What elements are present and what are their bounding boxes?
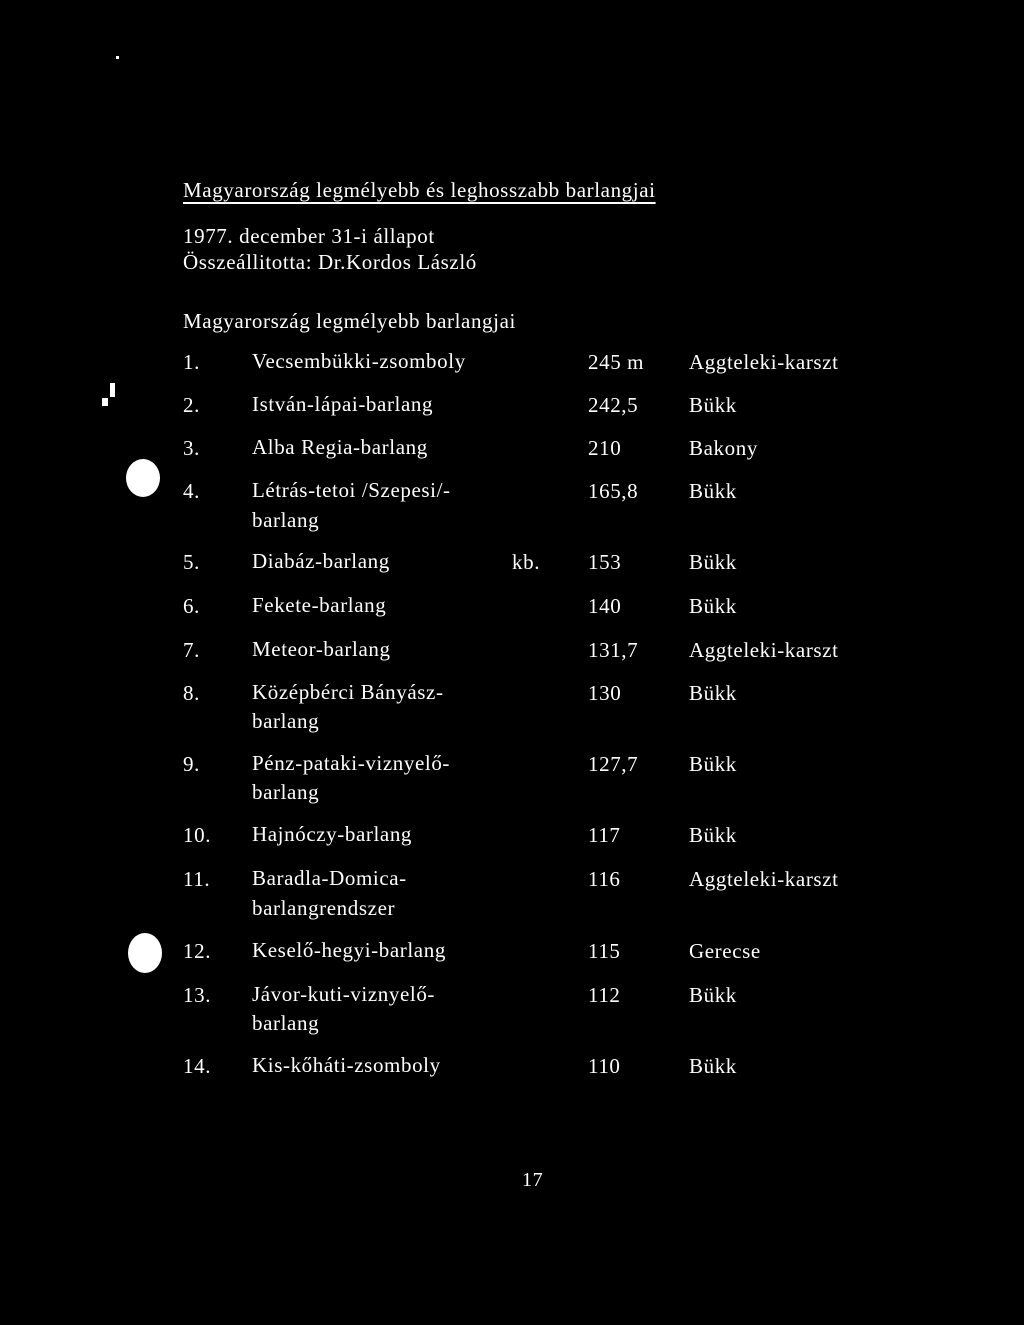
row-number: 12. (183, 939, 212, 963)
row-number: 10. (183, 823, 212, 847)
scan-speck (110, 383, 115, 397)
row-number: 7. (183, 638, 200, 662)
cave-name: Meteor-barlang (252, 637, 391, 661)
row-number: 8. (183, 681, 200, 705)
cave-name: Vecsembükki-zsomboly (252, 349, 466, 373)
cave-name-line-2: barlang (252, 709, 320, 733)
scan-speck (116, 56, 119, 59)
cave-name-line-1: Középbérci Bányász- (252, 680, 444, 704)
row-number: 1. (183, 350, 200, 374)
cave-depth: 117 (588, 823, 621, 847)
cave-depth: 110 (588, 1054, 621, 1078)
cave-region: Bükk (689, 681, 737, 705)
cave-region: Aggteleki-karszt (689, 867, 839, 891)
cave-name-line-1: Jávor-kuti-viznyelő- (252, 982, 436, 1006)
cave-depth: 245 m (588, 350, 645, 374)
cave-name-line-1: Pénz-pataki-viznyelő- (252, 751, 451, 775)
cave-region: Bükk (689, 983, 737, 1007)
cave-depth: 242,5 (588, 393, 639, 417)
cave-name-line-2: barlang (252, 780, 320, 804)
cave-depth: 112 (588, 983, 621, 1007)
cave-region: Bükk (689, 393, 737, 417)
punch-hole-mark (126, 459, 160, 497)
cave-region: Bükk (689, 752, 737, 776)
cave-name: Alba Regia-barlang (252, 435, 428, 459)
cave-depth: 165,8 (588, 479, 639, 503)
row-number: 14. (183, 1054, 212, 1078)
cave-name: Diabáz-barlang (252, 549, 390, 573)
status-date: 1977. december 31-i állapot (183, 224, 435, 248)
row-number: 2. (183, 393, 200, 417)
cave-region: Gerecse (689, 939, 761, 963)
cave-depth: 130 (588, 681, 622, 705)
cave-depth: 140 (588, 594, 622, 618)
cave-depth: 131,7 (588, 638, 639, 662)
cave-name: István-lápai-barlang (252, 392, 434, 416)
row-number: 4. (183, 479, 200, 503)
scan-speck (102, 398, 108, 406)
cave-name-line-1: Baradla-Domica- (252, 866, 407, 890)
cave-name-line-2: barlang (252, 1011, 320, 1035)
row-number: 9. (183, 752, 200, 776)
cave-region: Bakony (689, 436, 758, 460)
row-number: 13. (183, 983, 212, 1007)
cave-name: Hajnóczy-barlang (252, 822, 413, 846)
row-number: 6. (183, 594, 200, 618)
cave-region: Bükk (689, 823, 737, 847)
cave-region: Bükk (689, 594, 737, 618)
cave-region: Bükk (689, 550, 737, 574)
cave-name: Kis-kőháti-zsomboly (252, 1053, 441, 1077)
cave-region: Aggteleki-karszt (689, 638, 839, 662)
cave-name: Keselő-hegyi-barlang (252, 938, 446, 962)
row-number: 11. (183, 867, 211, 891)
cave-region: Bükk (689, 1054, 737, 1078)
cave-region: Aggteleki-karszt (689, 350, 839, 374)
cave-depth: 153 (588, 550, 622, 574)
cave-name-line-2: barlangrendszer (252, 896, 396, 920)
cave-depth: 116 (588, 867, 621, 891)
punch-hole-mark (128, 933, 162, 973)
approx-qualifier: kb. (512, 550, 541, 574)
cave-name-line-1: Létrás-tetoi /Szepesi/- (252, 478, 451, 502)
document-title: Magyarország legmélyebb és leghosszabb barlangjai (183, 178, 656, 202)
cave-depth: 115 (588, 939, 621, 963)
compiler-line: Összeállitotta: Dr.Kordos László (183, 250, 477, 274)
row-number: 3. (183, 436, 200, 460)
section-title: Magyarország legmélyebb barlangjai (183, 309, 516, 333)
cave-depth: 210 (588, 436, 622, 460)
row-number: 5. (183, 550, 200, 574)
cave-region: Bükk (689, 479, 737, 503)
cave-name-line-2: barlang (252, 508, 320, 532)
page-number: 17 (522, 1169, 544, 1191)
cave-depth: 127,7 (588, 752, 639, 776)
cave-name: Fekete-barlang (252, 593, 387, 617)
